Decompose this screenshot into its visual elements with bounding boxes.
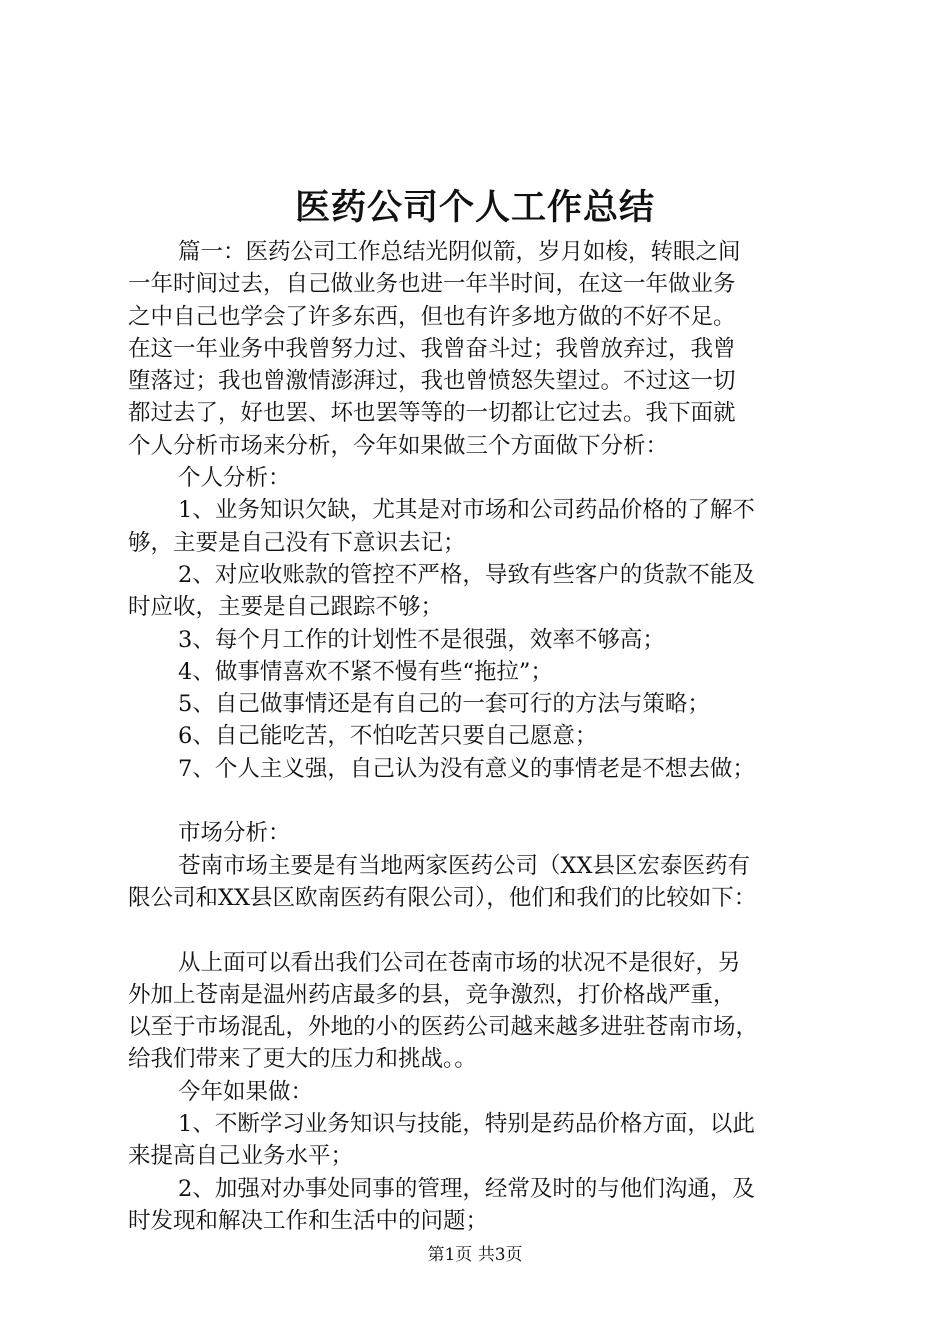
blank-line — [128, 914, 840, 946]
document-title: 医药公司个人工作总结 — [294, 187, 655, 228]
blank-line — [128, 785, 840, 817]
body-line: 时应收，主要是自己跟踪不够； — [128, 594, 444, 621]
body-line: 3、每个月工作的计划性不是很强，效率不够高； — [178, 626, 665, 653]
body-line: 给我们带来了更大的压力和挑战。。 — [128, 1046, 477, 1073]
body-line: 个人分析： — [178, 465, 291, 492]
body-line: 个人分析市场来分析，今年如果做三个方面做下分析： — [128, 432, 669, 459]
body-line: 苍南市场主要是有当地两家医药公司（XX县区宏泰医药有 — [178, 852, 751, 879]
body-line: 4、做事情喜欢不紧不慢有些“拖拉”； — [178, 658, 553, 685]
document-body — [128, 236, 840, 1237]
body-line: 2、加强对办事处同事的管理，经常及时的与他们沟通，及 — [178, 1175, 755, 1202]
body-line: 6、自己能吃苦，不怕吃苦只要自己愿意； — [178, 723, 598, 750]
body-line: 从上面可以看出我们公司在苍南市场的状况不是很好，另 — [178, 949, 741, 976]
body-line: 时发现和解决工作和生活中的问题； — [128, 1207, 489, 1234]
body-line: 都过去了，好也罢、坏也罢等等的一切都让它过去。我下面就 — [128, 400, 736, 427]
body-line: 2、对应收账款的管控不严格，导致有些客户的货款不能及 — [178, 561, 755, 588]
body-line: 够，主要是自己没有下意识去记； — [128, 529, 466, 556]
body-line: 7、个人主义强，自己认为没有意义的事情老是不想去做； — [178, 755, 755, 782]
body-line: 1、不断学习业务知识与技能，特别是药品价格方面，以此 — [178, 1111, 755, 1138]
body-line: 来提高自己业务水平； — [128, 1143, 354, 1170]
body-line: 1、业务知识欠缺，尤其是对市场和公司药品价格的了解不 — [178, 497, 755, 524]
body-line: 在这一年业务中我曾努力过、我曾奋斗过；我曾放弃过，我曾 — [128, 335, 736, 362]
body-line: 之中自己也学会了许多东西，但也有许多地方做的不好不足。 — [128, 303, 736, 330]
body-line: 市场分析： — [178, 820, 291, 847]
body-line: 篇一：医药公司工作总结光阴似箭，岁月如梭，转眼之间 — [178, 239, 741, 265]
body-line: 外加上苍南是温州药店最多的县，竞争激烈，打价格战严重， — [128, 981, 736, 1008]
body-line: 今年如果做： — [178, 1078, 314, 1105]
body-line: 5、自己做事情还是有自己的一套可行的方法与策略； — [178, 691, 710, 718]
body-line: 以至于市场混乱，外地的小的医药公司越来越多进驻苍南市场， — [128, 1014, 759, 1041]
page-footer: 第1页 共3页 — [427, 1245, 523, 1265]
body-line: 一年时间过去，自己做业务也进一年半时间，在这一年做业务 — [128, 271, 736, 298]
body-line: 堕落过；我也曾激情澎湃过，我也曾愤怒失望过。不过这一切 — [128, 368, 736, 395]
body-line: 限公司和XX县区欧南医药有限公司），他们和我们的比较如下： — [128, 884, 757, 911]
